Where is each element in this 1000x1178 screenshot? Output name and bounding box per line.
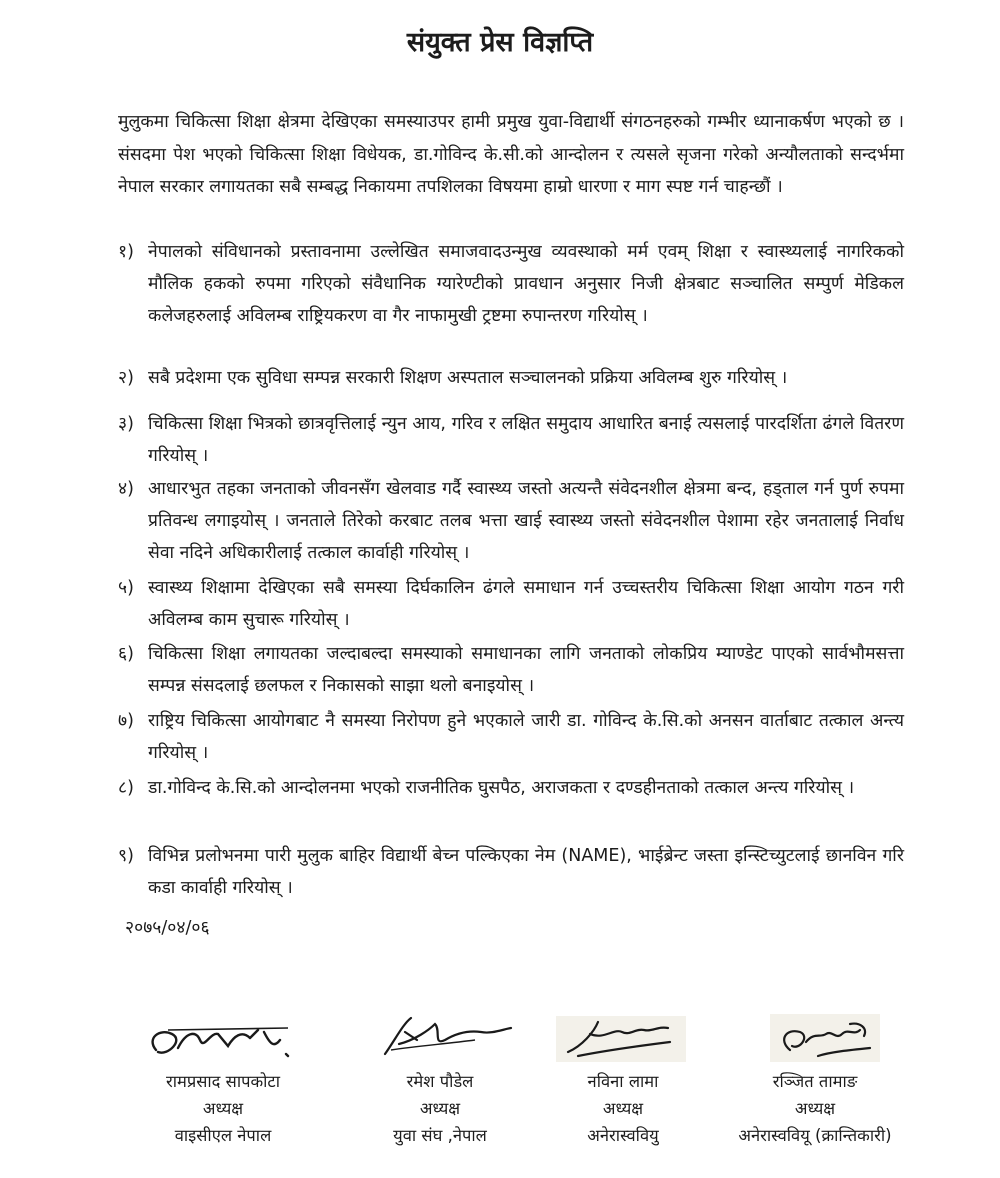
item-text: चिकित्सा शिक्षा लगायतका जल्दाबल्दा समस्याको समाधानका लागि जनताको लोकप्रिय म्याण्डेट पाएको सार्वभौमसत्ता सम्पन्न संसदलाई छलफल र निकासको साझा थलो बनाइयोस् । [148, 644, 904, 696]
demand-item-1 [118, 236, 904, 332]
item-number: ७) [118, 711, 134, 731]
demand-item-5 [118, 572, 904, 636]
handwritten-signature-1 [138, 1010, 308, 1068]
demand-item-4 [118, 473, 904, 569]
signatory-role: अध्यक्ष [202, 1099, 244, 1118]
handwritten-signature-3 [538, 1010, 708, 1068]
signatory-role: अध्यक्ष [602, 1099, 644, 1118]
item-number: ८) [118, 778, 134, 798]
demand-item-2 [118, 362, 904, 394]
demand-item-8 [118, 772, 904, 804]
demand-item-9 [118, 840, 904, 904]
signatory-org: युवा संघ ,नेपाल [393, 1126, 487, 1145]
demand-item-7 [118, 705, 904, 769]
signatory-name: रामप्रसाद सापकोटा [165, 1072, 281, 1091]
signatory-name: रमेश पौडेल [406, 1072, 474, 1091]
item-number: ४) [118, 479, 134, 499]
demand-item-3 [118, 408, 904, 472]
item-text: सबै प्रदेशमा एक सुविधा सम्पन्न सरकारी शिक्षण अस्पताल सञ्चालनको प्रक्रिया अविलम्ब शुरु गरियोस् । [148, 368, 788, 388]
item-number: २) [118, 368, 134, 388]
signatory-name: नविना लामा [587, 1072, 659, 1091]
item-text: राष्ट्रिय चिकित्सा आयोगबाट नै समस्या निरोपण हुने भएकाले जारी डा. गोविन्द के.सि.को अनसन वार्ताबाट तत्काल अन्त्य गरियोस् । [148, 711, 904, 763]
signatory-org: अनेरास्ववियु [587, 1126, 659, 1145]
handwritten-signature-2 [355, 1010, 525, 1068]
signatory-role: अध्यक्ष [419, 1099, 461, 1118]
item-number: ३) [118, 414, 134, 434]
signatory-role: अध्यक्ष [794, 1099, 836, 1118]
item-number: ९) [118, 846, 134, 866]
signatory-org: अनेरास्वविय‍ू (क्रान्तिकारी) [738, 1126, 892, 1145]
signatory-block-1 [118, 1010, 328, 1149]
demand-item-6 [118, 638, 904, 702]
signatory-name: रञ्जित तामाङ [772, 1072, 858, 1091]
item-text: स्वास्थ्य शिक्षामा देखिएका सबै समस्या दिर्घकालिन ढंगले समाधान गर्न उच्चस्तरीय चिकित्सा शिक्षा आयोग गठन गरी अविलम्ब काम सुचारू गरियोस् । [148, 578, 904, 630]
item-number: १) [118, 242, 134, 262]
item-text: विभिन्न प्रलोभनमा पारी मुलुक बाहिर विद्यार्थी बेच्न पल्किएका नेम (NAME), भाईब्रेन्ट जस्ता इन्स्टिच्युटलाई छानविन गरि कडा कार्वाही गरियोस् । [148, 846, 904, 898]
signatory-block-4 [715, 1010, 915, 1149]
item-text: चिकित्सा शिक्षा भित्रको छात्रवृत्तिलाई न्युन आय, गरिव र लक्षित समुदाय आधारित बनाई त्यसलाई पारदर्शिता ढंगले वितरण गरियोस् । [148, 414, 904, 466]
item-text: नेपालको संविधानको प्रस्तावनामा उल्लेखित समाजवादउन्मुख व्यवस्थाको मर्म एवम् शिक्षा र स्वास्थ्यलाई नागरिकको मौलिक हकको रुपमा गरिएको संवैधानिक ग्यारेण्टीको प्रावधान अनुसार निजी क्षेत्रबाट सञ्चालित सम्पुर्ण मेडिकल कलेजहरुलाई अविलम्ब राष्ट्रियकरण वा गैर नाफामुखी ट्रष्टमा रुपान्तरण गरियोस् । [148, 242, 904, 326]
handwritten-signature-4 [730, 1010, 900, 1068]
signatory-block-2 [335, 1010, 545, 1149]
item-text: आधारभुत तहका जनताको जीवनसँग खेलवाड गर्दै स्वास्थ्य जस्तो अत्यन्तै संवेदनशील क्षेत्रमा बन्द, हड्ताल गर्न पुर्ण रुपमा प्रतिवन्ध लगाइयोस् । जनताले तिरेको करबाट तलब भत्ता खाई स्वास्थ्य जस्तो संवेदनशील पेशामा रहेर जनतालाई निर्वाध सेवा नदिने अधिकारीलाई तत्काल कार्वाही गरियोस् । [148, 479, 904, 563]
item-text: डा.गोविन्द के.सि.को आन्दोलनमा भएको राजनीतिक घुसपैठ, अराजकता र दण्डहीनताको तत्काल अन्त्य गरियोस् । [148, 778, 855, 798]
item-number: ६) [118, 644, 134, 664]
document-date: २०७५/०४/०६ [125, 918, 210, 938]
document-title: संयुक्त प्रेस विज्ञप्ति [406, 27, 594, 58]
signatory-block-3 [518, 1010, 728, 1149]
item-number: ५) [118, 578, 134, 598]
signatory-org: वाइसीएल नेपाल [174, 1126, 272, 1145]
intro-paragraph: मुलुकमा चिकित्सा शिक्षा क्षेत्रमा देखिएका समस्याउपर हामी प्रमुख युवा-विद्यार्थी संगठनहरुको गम्भीर ध्यानाकर्षण भएको छ । संसदमा पेश भएको चिकित्सा शिक्षा विधेयक, डा.गोविन्द के.सी.को आन्दोलन र त्यसले सृजना गरेको अन्यौलताको सन्दर्भमा नेपाल सरकार लगायतका सबै सम्बद्ध निकायमा तपशिलका विषयमा हाम्रो धारणा र माग स्पष्ट गर्न चाहन्छौं । [118, 112, 904, 197]
